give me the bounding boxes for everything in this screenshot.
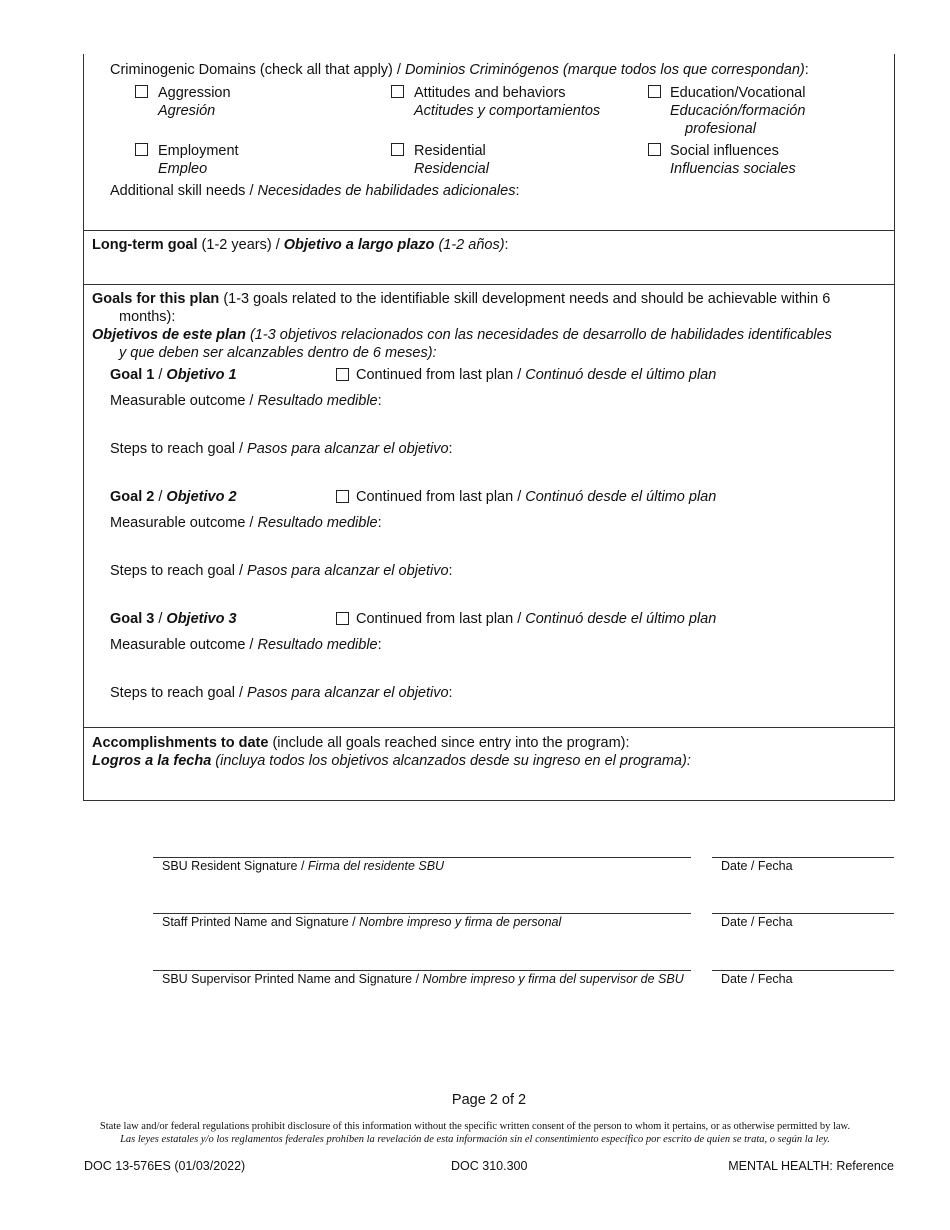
disclosure-en: State law and/or federal regulations prohibit disclosure of this information without the specific written consent of the person to whom it pertains, or as otherwise permitted by law. — [99, 1121, 851, 1132]
plan-goals-heading-es: Objetivos de este plan (1-3 objetivos relacionados con las necesidades de desarrollo de habilidades identificables — [92, 327, 832, 343]
divider-long-term — [83, 284, 895, 285]
doc-category: MENTAL HEALTH: Reference — [728, 1159, 894, 1173]
domains-header: Criminogenic Domains (check all that apply) / Dominios Criminógenos (marque todos los que correspondan): — [110, 62, 809, 78]
checkbox-residential[interactable] — [391, 143, 404, 156]
accomplishments-heading-es[interactable]: Logros a la fecha (incluya todos los objetivos alcanzados desde su ingreso en el programa): — [92, 753, 691, 769]
checkbox-attitudes[interactable] — [391, 85, 404, 98]
long-term-goal-field[interactable]: Long-term goal (1-2 years) / Objetivo a largo plazo (1-2 años): — [92, 237, 509, 253]
goal-2-steps-field[interactable]: Steps to reach goal / Pasos para alcanzar el objetivo: — [110, 563, 453, 579]
goal-1-continued-checkbox[interactable] — [336, 368, 349, 381]
plan-goals-heading-en-cont: months): — [119, 309, 176, 325]
form-border-left — [83, 54, 84, 801]
date-label-staff: Date / Fecha — [721, 915, 793, 929]
goal-2-label: Goal 2 / Objetivo 2 — [110, 489, 237, 505]
plan-goals-heading-en: Goals for this plan (1-3 goals related to the identifiable skill development needs and should be achievable within 6 — [92, 291, 831, 307]
date-line-resident[interactable] — [712, 857, 894, 858]
goal-1-label: Goal 1 / Objetivo 1 — [110, 367, 237, 383]
goal-3-continued-label: Continued from last plan / Continuó desde el último plan — [356, 611, 717, 627]
date-line-supervisor[interactable] — [712, 970, 894, 971]
disclosure-es: Las leyes estatales y/o los reglamentos federales prohíben la revelación de esta información sin el consentimiento específico por escrito de quien se trata, o según la ley. — [120, 1134, 830, 1145]
date-label-resident: Date / Fecha — [721, 859, 793, 873]
goal-3-outcome-field[interactable]: Measurable outcome / Resultado medible: — [110, 637, 382, 653]
doc-policy-number: DOC 310.300 — [451, 1159, 528, 1173]
checkbox-employment[interactable] — [135, 143, 148, 156]
signature-label-supervisor: SBU Supervisor Printed Name and Signature / Nombre impreso y firma del supervisor de SBU — [162, 972, 684, 986]
divider-goals — [83, 727, 895, 728]
goal-1-continued-label: Continued from last plan / Continuó desde el último plan — [356, 367, 717, 383]
domain-aggression-label: Aggression Agresión — [158, 85, 231, 119]
signature-label-resident: SBU Resident Signature / Firma del residente SBU — [162, 859, 445, 873]
plan-goals-heading-es-cont: y que deben ser alcanzables dentro de 6 meses): — [119, 345, 437, 361]
form-border-right — [894, 54, 895, 801]
goal-2-outcome-field[interactable]: Measurable outcome / Resultado medible: — [110, 515, 382, 531]
signature-line-staff[interactable] — [153, 913, 691, 914]
goal-1-outcome-field[interactable]: Measurable outcome / Resultado medible: — [110, 393, 382, 409]
goal-3-continued-checkbox[interactable] — [336, 612, 349, 625]
checkbox-social-influences[interactable] — [648, 143, 661, 156]
checkbox-aggression[interactable] — [135, 85, 148, 98]
domain-attitudes-label: Attitudes and behaviors Actitudes y comportamientos — [414, 85, 601, 119]
checkbox-education[interactable] — [648, 85, 661, 98]
additional-skill-needs-field[interactable]: Additional skill needs / Necesidades de habilidades adicionales: — [110, 183, 520, 199]
divider-domains — [83, 230, 895, 231]
domain-education-label: Education/Vocational Educación/formación profesional — [670, 85, 806, 137]
domain-residential-label: Residential Residencial — [414, 143, 489, 177]
goal-2-continued-checkbox[interactable] — [336, 490, 349, 503]
signature-label-staff: Staff Printed Name and Signature / Nombre impreso y firma de personal — [162, 915, 562, 929]
date-label-supervisor: Date / Fecha — [721, 972, 793, 986]
domain-social-influences-label: Social influences Influencias sociales — [670, 143, 796, 177]
accomplishments-heading-en: Accomplishments to date (include all goals reached since entry into the program): — [92, 735, 630, 751]
domain-employment-label: Employment Empleo — [158, 143, 239, 177]
goal-2-continued-label: Continued from last plan / Continuó desde el último plan — [356, 489, 717, 505]
signature-line-supervisor[interactable] — [153, 970, 691, 971]
page-number: Page 2 of 2 — [451, 1092, 527, 1108]
signature-line-resident[interactable] — [153, 857, 691, 858]
date-line-staff[interactable] — [712, 913, 894, 914]
goal-3-label: Goal 3 / Objetivo 3 — [110, 611, 237, 627]
goal-1-steps-field[interactable]: Steps to reach goal / Pasos para alcanzar el objetivo: — [110, 441, 453, 457]
doc-form-number: DOC 13-576ES (01/03/2022) — [84, 1159, 246, 1173]
goal-3-steps-field[interactable]: Steps to reach goal / Pasos para alcanzar el objetivo: — [110, 685, 453, 701]
divider-bottom — [83, 800, 895, 801]
